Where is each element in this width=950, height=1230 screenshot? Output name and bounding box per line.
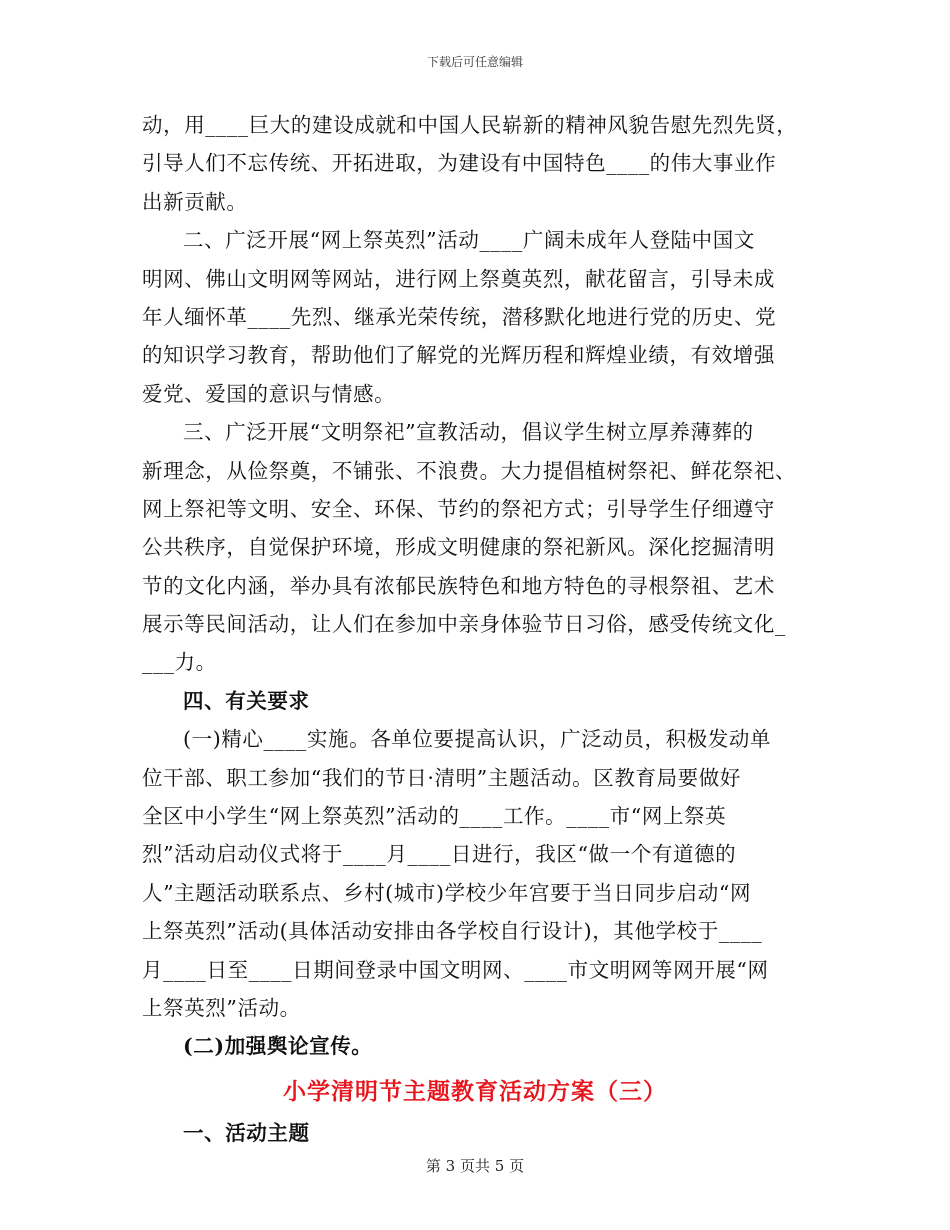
text-line: 二、广泛开展“网上祭英烈”活动____广阔未成年人登陆中国文 xyxy=(183,228,755,253)
text-line: 烈”活动启动仪式将于____月____日进行，我区“做一个有道德的 xyxy=(142,842,737,867)
text-line: 全区中小学生“网上祭英烈”活动的____工作。____市“网上祭英 xyxy=(142,804,727,829)
text-line: (一)精心____实施。各单位要提高认识，广泛动员，积极发动单 xyxy=(183,727,772,752)
text-line: ___力。 xyxy=(142,650,217,675)
sub-heading: (二)加强舆论宣传。 xyxy=(183,1034,373,1059)
text-line: 人”主题活动联系点、乡村(城市)学校少年宫要于当日同步启动“网 xyxy=(142,880,752,905)
page-footer: 第 3 页共 5 页 xyxy=(425,1157,525,1175)
text-line: 节的文化内涵，举办具有浓郁民族特色和地方特色的寻根祭祖、艺术 xyxy=(142,573,775,598)
text-line: 位干部、职工参加“我们的节日·清明”主题活动。区教育局要做好 xyxy=(142,765,741,790)
text-line: 爱党、爱国的意识与情感。 xyxy=(142,381,396,406)
text-line: 上祭英烈”活动。 xyxy=(142,995,301,1020)
text-line: 展示等民间活动，让人们在参加中亲身体验节日习俗，感受传统文化_ xyxy=(142,612,786,637)
text-line: 引导人们不忘传统、开拓进取，为建设有中国特色____的伟大事业作 xyxy=(142,151,777,176)
section-heading: 一、活动主题 xyxy=(183,1120,310,1145)
text-line: 新理念，从俭祭奠，不铺张、不浪费。大力提倡植树祭祀、鲜花祭祀、 xyxy=(142,458,797,483)
page-header: 下载后可任意编辑 xyxy=(426,55,523,69)
text-line: 年人缅怀革____先烈、继承光荣传统，潜移默化地进行党的历史、党 xyxy=(142,304,777,329)
text-line: 动，用____巨大的建设成就和中国人民崭新的精神风貌告慰先烈先贤， xyxy=(142,113,798,137)
section-title: 小学清明节主题教育活动方案（三） xyxy=(283,1077,667,1105)
section-heading: 四、有关要求 xyxy=(183,688,310,713)
text-line: 月____日至____日期间登录中国文明网、____市文明网等网开展“网 xyxy=(142,957,769,982)
text-line: 上祭英烈”活动(具体活动安排由各学校自行设计)，其他学校于____ xyxy=(142,919,763,944)
text-line: 公共秩序，自觉保护环境，形成文明健康的祭祀新风。深化挖掘清明 xyxy=(142,535,775,560)
text-line: 三、广泛开展“文明祭祀”宣教活动，倡议学生树立厚养薄葬的 xyxy=(183,420,754,445)
text-line: 明网、佛山文明网等网站，进行网上祭奠英烈，献花留言，引导未成 xyxy=(142,266,775,291)
document-body xyxy=(142,106,802,1152)
text-line: 出新贡献。 xyxy=(142,189,248,214)
text-line: 网上祭祀等文明、安全、环保、节约的祭祀方式；引导学生仔细遵守 xyxy=(142,496,775,521)
text-line: 的知识学习教育，帮助他们了解党的光辉历程和辉煌业绩，有效增强 xyxy=(142,343,775,368)
